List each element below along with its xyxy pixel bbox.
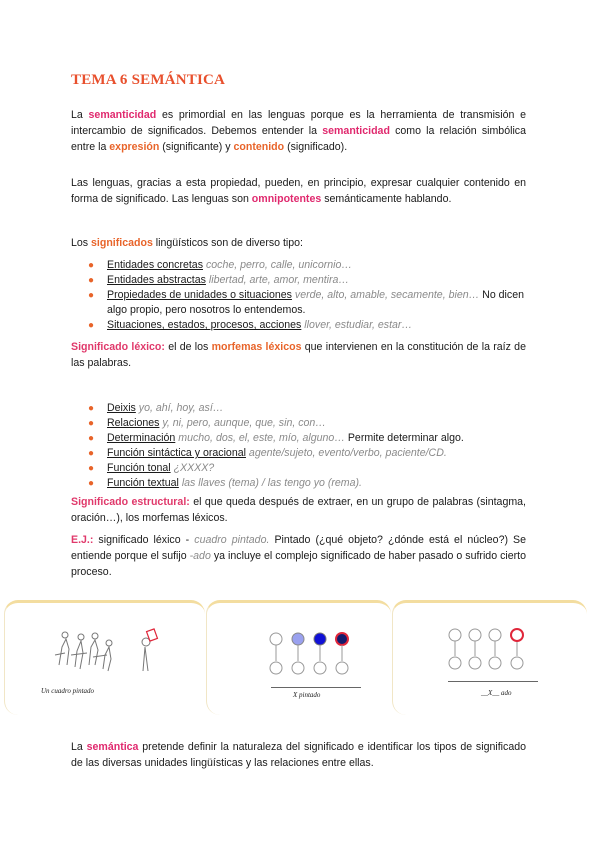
term-omnipotentes: omnipotentes	[251, 193, 322, 205]
morpheme-circles-diagram	[262, 627, 382, 687]
bullet-icon: ●	[88, 418, 95, 429]
caption-cuadro-pintado: Un cuadro pintado	[41, 687, 95, 695]
paragraph-significado-lexico: Significado léxico: el de los morfemas léxicos que intervienen en la constitución de la raíz de las palabras.	[71, 341, 526, 369]
illustration-panels	[0, 596, 600, 720]
list-item-note: Permite determinar algo.	[344, 432, 464, 444]
bullet-icon: ●	[88, 448, 95, 459]
term-semanticidad: semanticidad	[88, 109, 157, 121]
caption-x-ado: __X__ ado	[481, 689, 512, 697]
list-item-examples: coche, perro, calle, unicornio…	[205, 259, 352, 271]
bullet-icon: ●	[88, 403, 95, 414]
list-item	[88, 446, 528, 461]
list-item	[88, 476, 528, 491]
page-title: TEMA 6 SEMÁNTICA	[71, 72, 226, 88]
circle-navy-red-ring	[336, 633, 348, 645]
paragraph-omnipotentes: Las lenguas, gracias a esta propiedad, pueden, en principio, expresar cualquier contenido en forma de significado. Las lenguas son omnipotentes semánticamente hablando.	[71, 177, 526, 205]
list-item-examples: las llaves (tema) / las tengo yo (rema).	[181, 477, 362, 489]
term-expresion: expresión	[109, 141, 160, 153]
list-item	[88, 461, 528, 476]
list-item-examples: agente/sujeto, evento/verbo, paciente/CD.	[248, 447, 447, 459]
bullet-icon: ●	[88, 433, 95, 444]
list-item-label: Función sintáctica y oracional	[107, 447, 246, 459]
paragraph-ejemplo: E.J.: significado léxico - cuadro pintado. Pintado (¿qué objeto? ¿dónde está el núcleo?) Se entiende porque el sufijo -ado ya incluye el complejo significado de haber pasado o sufrido cierto proceso.	[71, 534, 526, 578]
term-significados: significados	[91, 237, 153, 249]
list-item-label: Determinación	[107, 432, 176, 444]
paragraph-significado-estructural: Significado estructural: el que queda después de extraer, en un grupo de palabras (sintagma, oración…), los morfemas léxicos.	[71, 496, 526, 524]
list-item-label: Función tonal	[107, 462, 171, 474]
circle-empty	[270, 633, 282, 645]
list-item	[88, 431, 528, 446]
term-ej: E.J.:	[71, 534, 94, 546]
list-item-examples: y, ni, pero, aunque, que, sin, con…	[162, 417, 326, 429]
paragraph-significados: Los significados lingüísticos son de diverso tipo:	[71, 237, 304, 249]
structural-types-list	[88, 401, 528, 491]
panel-x-pintado	[206, 600, 391, 715]
term-contenido: contenido	[233, 141, 285, 153]
circle-light-blue	[292, 633, 304, 645]
list-item-label: Entidades concretas	[107, 259, 203, 271]
list-item-label: Deixis	[107, 402, 136, 414]
panel-painting	[4, 600, 205, 715]
list-item	[88, 416, 528, 431]
list-item	[88, 318, 528, 333]
list-item-label: Propiedades de unidades o situaciones	[107, 289, 292, 301]
bullet-icon: ●	[88, 290, 95, 301]
paragraph-semantica: La semántica pretende definir la naturaleza del significado e identificar los tipos de significado de las diversas unidades lingüísticas y las relaciones entre ellas.	[71, 741, 526, 769]
list-item	[88, 401, 528, 416]
caption-x-pintado: X pintado	[293, 691, 321, 699]
list-item-examples: ¿XXXX?	[173, 462, 215, 474]
meaning-types-list	[88, 258, 528, 333]
list-item-examples: verde, alto, amable, secamente, bien…	[294, 289, 480, 301]
paragraph-semanticidad: La semanticidad es primordial en las lenguas porque es la herramienta de transmisión e intercambio de significados. Debemos entender la semanticidad como la relación simbólica entre la expresión (significante) y contenido (significado).	[71, 109, 526, 153]
list-item-note: No dicen algo propio, pero nosotros lo entendemos.	[107, 289, 524, 316]
bullet-icon: ●	[88, 260, 95, 271]
list-item-examples: yo, ahí, hoy, así…	[138, 402, 224, 414]
list-item-label: Entidades abstractas	[107, 274, 206, 286]
list-item	[88, 258, 528, 273]
list-item	[88, 288, 528, 318]
panel-x-ado	[392, 600, 587, 715]
list-item-label: Relaciones	[107, 417, 160, 429]
bullet-icon: ●	[88, 463, 95, 474]
list-item-label: Función textual	[107, 477, 179, 489]
circle-red-ring	[511, 629, 523, 641]
term-semantica: semántica	[86, 741, 139, 753]
list-item-label: Situaciones, estados, procesos, acciones	[107, 319, 302, 331]
term-semanticidad-2: semanticidad	[322, 125, 390, 137]
bullet-icon: ●	[88, 275, 95, 286]
list-item-examples: llover, estudiar, estar…	[304, 319, 413, 331]
list-item-examples: libertad, arte, amor, mentira…	[208, 274, 350, 286]
term-morfemas-lexicos: morfemas léxicos	[211, 341, 302, 353]
morpheme-circles-diagram-2	[443, 623, 563, 683]
term-significado-lexico: Significado léxico:	[71, 341, 165, 353]
list-item-examples: mucho, dos, el, este, mío, alguno…	[178, 432, 345, 444]
term-significado-estructural: Significado estructural:	[71, 496, 190, 508]
circle-blue	[314, 633, 326, 645]
bullet-icon: ●	[88, 478, 95, 489]
list-item	[88, 273, 528, 288]
bullet-icon: ●	[88, 320, 95, 331]
painting-figures-sketch	[53, 625, 173, 675]
